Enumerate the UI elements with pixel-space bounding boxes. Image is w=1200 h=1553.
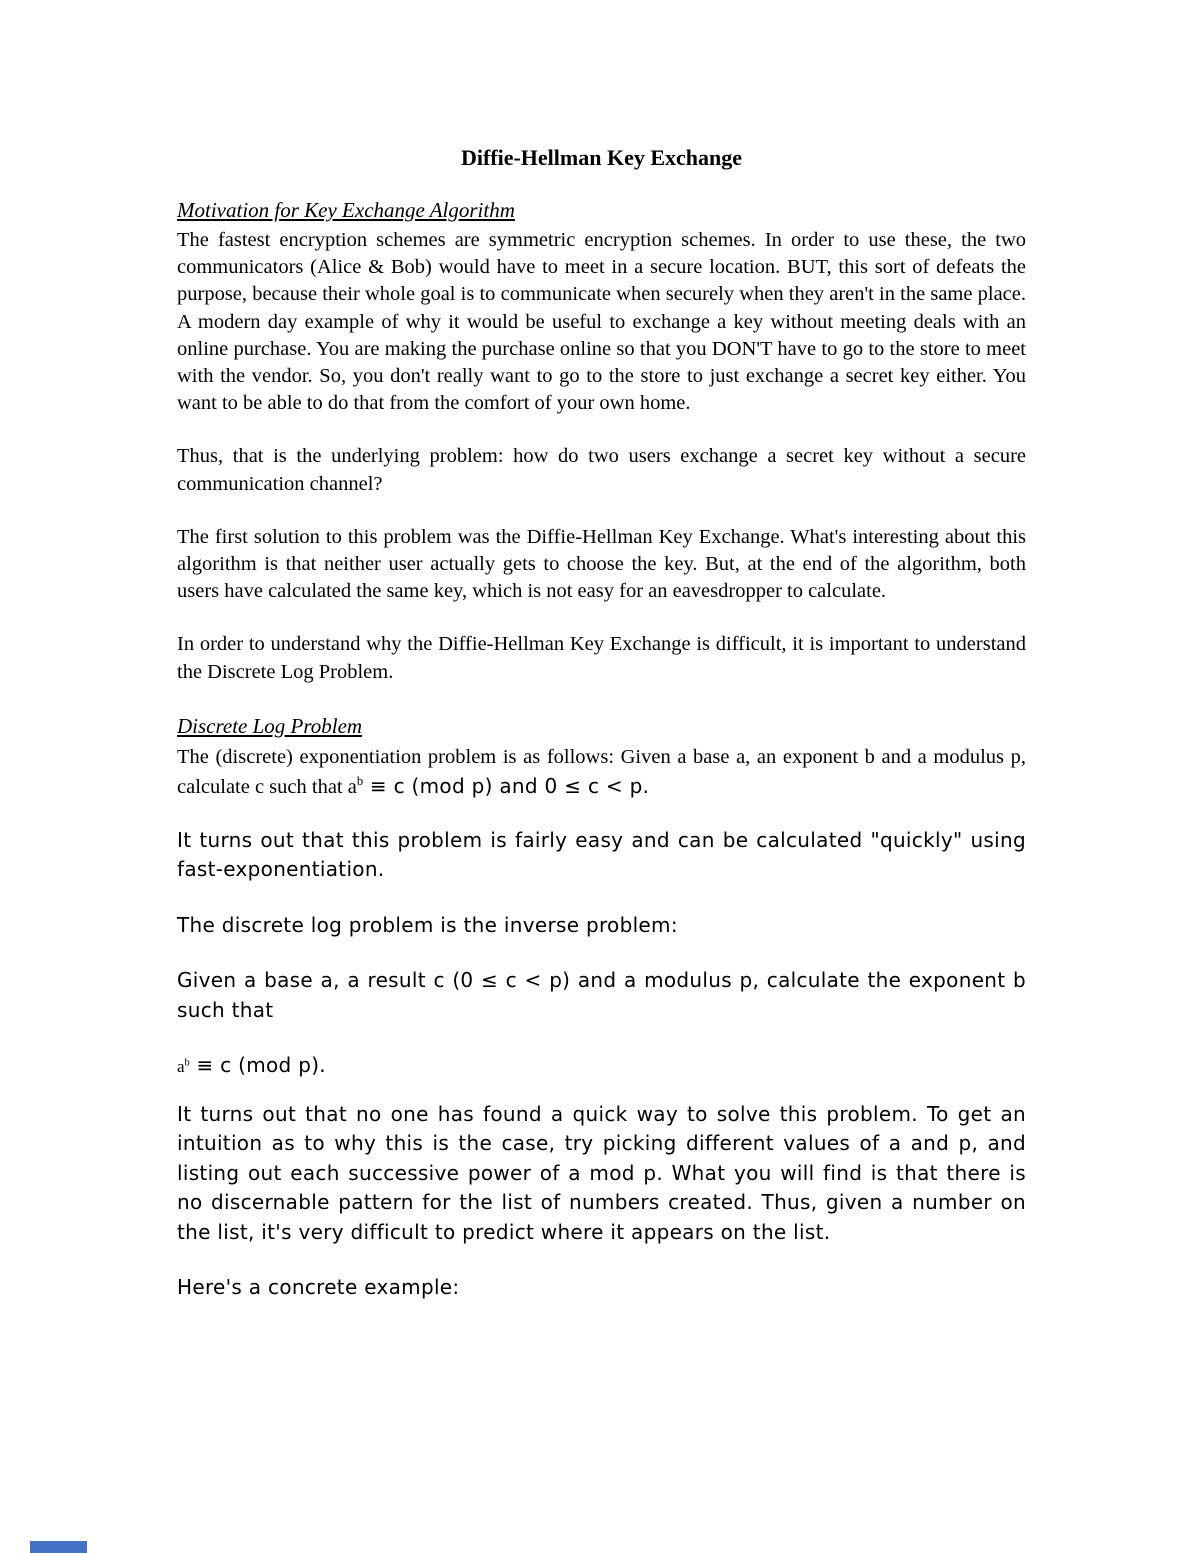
formula-a-pow-b-mod-p <box>177 1051 1026 1082</box>
bottom-accent-bar <box>30 1541 87 1553</box>
paragraph-given-base: Given a base a, a result c (0 ≤ c < p) and a modulus p, calculate the exponent b such that <box>177 968 1026 1022</box>
definition-intro-text: The (discrete) exponentiation problem is as follows: Given a base a, an exponent b and a modulus p, calculate c such that a <box>177 745 1026 798</box>
paragraph-no-quick-way: It turns out that no one has found a quick way to solve this problem. To get an intuition as to why this is the case, try picking different values of a and p, and listing out each successive power of a mod p. What you will find is that there is no discernable pattern for the list of numbers created. Thus, given a number on the list, it's very difficult to predict where it appears on the list. <box>177 1101 1026 1244</box>
document-title: Diffie-Hellman Key Exchange <box>460 145 743 170</box>
section-heading-discrete-log: Discrete Log Problem <box>177 713 363 738</box>
paragraph-in-order-to-understand: In order to understand why the Diffie-Hellman Key Exchange is difficult, it is important to understand the Discrete Log Problem. <box>177 633 1026 683</box>
paragraph-exponentiation-definition <box>177 743 1026 802</box>
paragraph-underlying-problem: Thus, that is the underlying problem: how do two users exchange a secret key without a secure communication channel? <box>177 445 1026 495</box>
paragraph-fairly-easy: It turns out that this problem is fairly easy and can be calculated "quickly" using fast-exponentiation. <box>177 827 1026 882</box>
paragraph-concrete-example: Here's a concrete example: <box>177 1275 460 1300</box>
formula-exponent-superscript: b <box>184 1057 190 1069</box>
definition-exponent-superscript: b <box>356 774 364 789</box>
definition-math-expression: ≡ c (mod p) and 0 ≤ c < p. <box>363 773 650 798</box>
section-heading-motivation: Motivation for Key Exchange Algorithm <box>177 198 515 222</box>
paragraph-fastest-encryption: The fastest encryption schemes are symmetric encryption schemes. In order to use these, the two communicators (Alice & Bob) would have to meet in a secure location. BUT, this sort of defeats the purpose, because their whole goal is to communicate when securely when they aren't in the same place. A modern day example of why it would be useful to exchange a key without meeting deals with an online purchase. You are making the purchase online so that you DON'T have to go to the store to meet with the vendor. So, you don't really want to go to the store to just exchange a secret key either. You want to be able to do that from the comfort of your own home. <box>177 229 1026 415</box>
formula-base: a <box>177 1057 185 1077</box>
paragraph-first-solution: The first solution to this problem was the Diffie-Hellman Key Exchange. What's interesting about this algorithm is that neither user actually gets to choose the key. But, at the end of the algorithm, both users have calculated the same key, which is not easy for an eavesdropper to calculate. <box>177 525 1026 603</box>
formula-math-expression: ≡ c (mod p). <box>189 1053 326 1078</box>
paragraph-inverse-problem: The discrete log problem is the inverse problem: <box>177 912 678 937</box>
